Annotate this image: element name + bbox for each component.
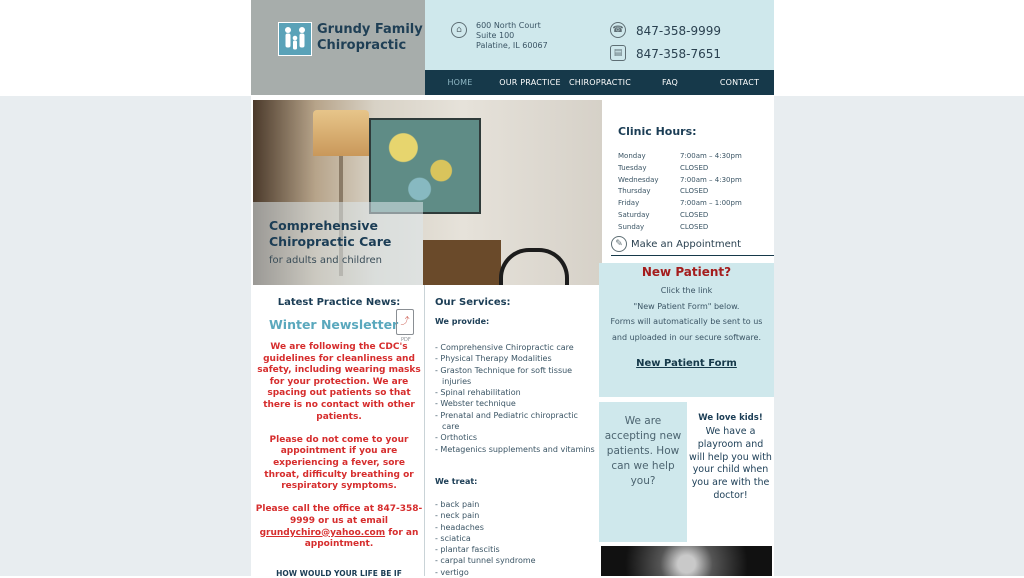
hero-title: Comprehensive Chiropractic Care	[269, 218, 392, 249]
services-title: Our Services:	[435, 297, 511, 308]
nav-our-practice[interactable]: OUR PRACTICE	[499, 78, 561, 87]
hero-subtitle: for adults and children	[269, 255, 382, 266]
list-item: - neck pain	[435, 511, 480, 521]
clinic-hours-table	[618, 151, 742, 234]
pdf-icon[interactable]: ⤴	[396, 309, 414, 335]
list-item: - carpal tunnel syndrome	[435, 556, 536, 566]
list-item: - Metagenics supplements and vitamins	[435, 444, 595, 454]
pdf-label: PDF	[401, 337, 411, 343]
we-provide-label: We provide:	[435, 317, 490, 326]
winter-newsletter-link[interactable]: Winter Newsletter	[269, 317, 399, 332]
list-item: - Graston Technique for soft tissue injuries	[435, 365, 573, 386]
logo-text: Grundy Family Chiropractic	[317, 22, 423, 53]
hours-row: Tuesday CLOSED	[618, 163, 709, 172]
phone-icon: ☎	[610, 22, 626, 38]
fax-number: 847-358-7651	[636, 47, 722, 61]
list-item: - Physical Therapy Modalities	[435, 354, 552, 364]
new-patient-text: Click the link "New Patient Form" below. Forms will automatically be sent to us and uploaded in our secure software.	[610, 286, 763, 342]
lamp-image	[313, 110, 369, 156]
hours-row: Monday 7:00am – 4:30pm	[618, 152, 742, 160]
news-footer-heading: HOW WOULD YOUR LIFE BE IF	[276, 569, 402, 578]
news-paragraph: Please call the office at 847-358-9999 or us at email grundychiro@yahoo.com for an appointment.	[255, 504, 423, 550]
list-item: - Orthotics	[435, 433, 478, 443]
family-logo-icon	[278, 22, 312, 56]
site-container	[251, 0, 774, 576]
list-item: - Comprehensive Chiropractic care	[435, 343, 574, 352]
email-link[interactable]: grundychiro@yahoo.com	[259, 527, 386, 538]
list-item: - headaches	[435, 522, 484, 532]
logo-area[interactable]	[251, 0, 425, 95]
provide-list	[435, 342, 595, 455]
nav-home[interactable]: HOME	[447, 78, 473, 87]
address-line: Palatine, IL 60067	[476, 41, 548, 50]
we-treat-label: We treat:	[435, 477, 478, 486]
nav-faq[interactable]: FAQ	[661, 78, 679, 87]
list-item: - Spinal rehabilitation	[435, 388, 521, 398]
main-nav	[425, 70, 774, 95]
address-block	[476, 21, 548, 51]
column-divider	[424, 285, 425, 576]
list-item: - Prenatal and Pediatric chiropractic care	[435, 410, 578, 432]
hours-row: Saturday CLOSED	[618, 210, 709, 219]
nav-chiropractic[interactable]: CHIROPRACTIC	[568, 78, 632, 87]
new-patient-title: New Patient?	[641, 265, 732, 279]
accepting-text: We are accepting new patients. How can we help you?	[604, 415, 682, 487]
edit-icon: ✎	[611, 236, 627, 252]
fax-icon: ▤	[610, 45, 626, 61]
news-paragraph: We are following the CDC's guidelines for cleanliness and safety, including wearing masks for your protection. We are spacing out patients so that there is no contact with other patients.	[257, 342, 421, 422]
appointment-label: Make an Appointment	[631, 238, 742, 250]
hours-row: Sunday CLOSED	[618, 222, 709, 231]
nav-contact[interactable]: CONTACT	[719, 78, 760, 87]
list-item: - Webster technique	[435, 399, 516, 409]
building-icon: ⌂	[451, 22, 467, 38]
news-title: Latest Practice News:	[277, 297, 401, 308]
make-appointment-link[interactable]	[611, 233, 774, 256]
phone-number[interactable]: 847-358-9999	[636, 24, 722, 38]
address-line: 600 North Court	[476, 21, 541, 30]
list-item: - back pain	[435, 500, 480, 509]
kids-title: We love kids!	[698, 413, 763, 423]
list-item: - vertigo	[435, 567, 469, 577]
hours-row: Thursday CLOSED	[618, 187, 709, 196]
kids-text: We have a playroom and will help you with your child when you are with the doctor!	[689, 426, 772, 501]
wall-art-image	[369, 118, 481, 214]
list-item: - plantar fascitis	[435, 545, 500, 555]
list-item: - sciatica	[435, 533, 471, 543]
hero-image	[253, 100, 602, 285]
clinic-hours-title: Clinic Hours:	[618, 125, 697, 138]
address-line: Suite 100	[476, 31, 515, 40]
xray-image	[601, 546, 772, 576]
treat-list	[435, 499, 595, 578]
hours-row: Friday 7:00am – 1:00pm	[618, 199, 742, 208]
dresser-image	[423, 240, 501, 285]
news-paragraph: Please do not come to your appointment if you are experiencing a fever, sore throat, difficulty breathing or respiratory symptoms.	[264, 434, 414, 492]
news-body	[255, 342, 423, 562]
new-patient-form-link[interactable]: New Patient Form	[636, 358, 737, 369]
chair-image	[499, 248, 569, 285]
hours-row: Wednesday 7:00am – 4:30pm	[618, 175, 742, 184]
